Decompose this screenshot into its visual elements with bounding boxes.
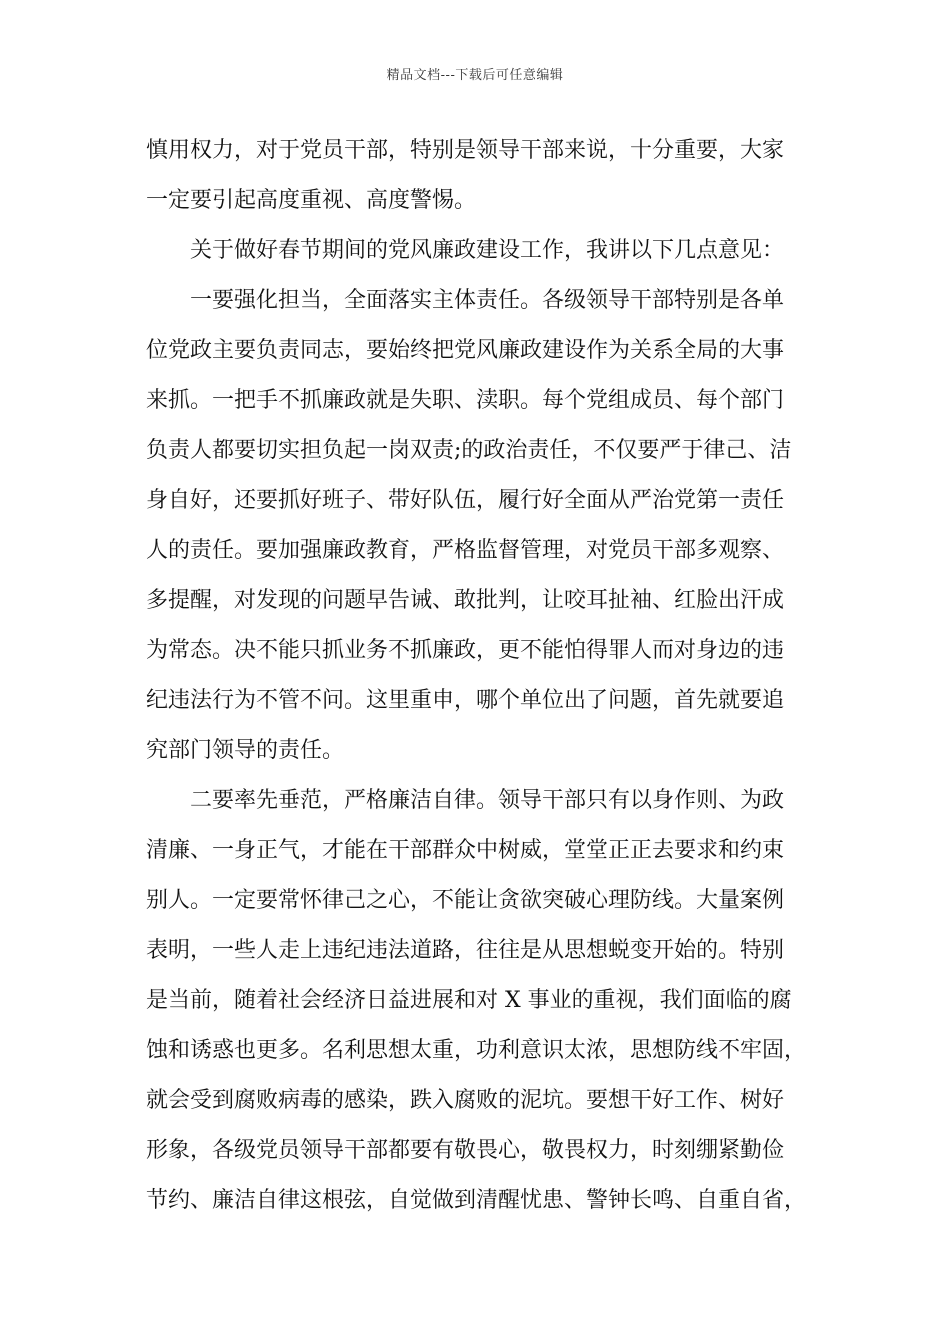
text-line: 慎用权力，对于党员干部，特别是领导干部来说，十分重要，大家: [146, 138, 785, 163]
text-line: 形象，各级党员领导干部都要有敬畏心，敬畏权力，时刻绷紧勤俭: [146, 1138, 785, 1163]
text-line: 人的责任。要加强廉政教育，严格监督管理，对党员干部多观察、: [146, 538, 785, 563]
text-line: 表明，一些人走上违纪违法道路，往往是从思想蜕变开始的。特别: [146, 938, 785, 963]
document-body: [146, 126, 806, 1226]
text-line: 就会受到腐败病毒的感染，跌入腐败的泥坑。要想干好工作、树好: [146, 1088, 785, 1113]
text-line: 是当前，随着社会经济日益进展和对 X 事业的重视，我们面临的腐: [146, 988, 792, 1013]
text-line: 多提醒，对发现的问题早告诫、敢批判，让咬耳扯袖、红脸出汗成: [146, 588, 785, 613]
text-line: 位党政主要负责同志，要始终把党风廉政建设作为关系全局的大事: [146, 338, 785, 363]
page-header: 精品文档---下载后可任意编辑: [386, 68, 564, 83]
text-line: 纪违法行为不管不问。这里重申，哪个单位出了问题，首先就要追: [146, 688, 785, 713]
text-line: 一定要引起高度重视、高度警惕。: [146, 188, 477, 213]
text-line: 负责人都要切实担负起一岗双责;的政治责任，不仅要严于律己、洁: [146, 438, 792, 463]
paragraph-first-line: 一要强化担当，全面落实主体责任。各级领导干部特别是各单: [190, 288, 785, 313]
text-line: 究部门领导的责任。: [146, 738, 345, 763]
paragraph-first-line: 二要率先垂范，严格廉洁自律。领导干部只有以身作则、为政: [190, 788, 785, 813]
text-line: 蚀和诱惑也更多。名利思想太重，功利意识太浓，思想防线不牢固，: [146, 1038, 807, 1063]
paragraph-first-line: 关于做好春节期间的党风廉政建设工作，我讲以下几点意见：: [190, 238, 785, 263]
text-line: 来抓。一把手不抓廉政就是失职、渎职。每个党组成员、每个部门: [146, 388, 785, 413]
text-line: 别人。一定要常怀律己之心，不能让贪欲突破心理防线。大量案例: [146, 888, 785, 913]
text-line: 身自好，还要抓好班子、带好队伍，履行好全面从严治党第一责任: [146, 488, 785, 513]
text-line: 清廉、一身正气，才能在干部群众中树威，堂堂正正去要求和约束: [146, 838, 785, 863]
text-line: 节约、廉洁自律这根弦，自觉做到清醒忧患、警钟长鸣、自重自省，: [146, 1188, 807, 1213]
text-line: 为常态。决不能只抓业务不抓廉政，更不能怕得罪人而对身边的违: [146, 638, 785, 663]
